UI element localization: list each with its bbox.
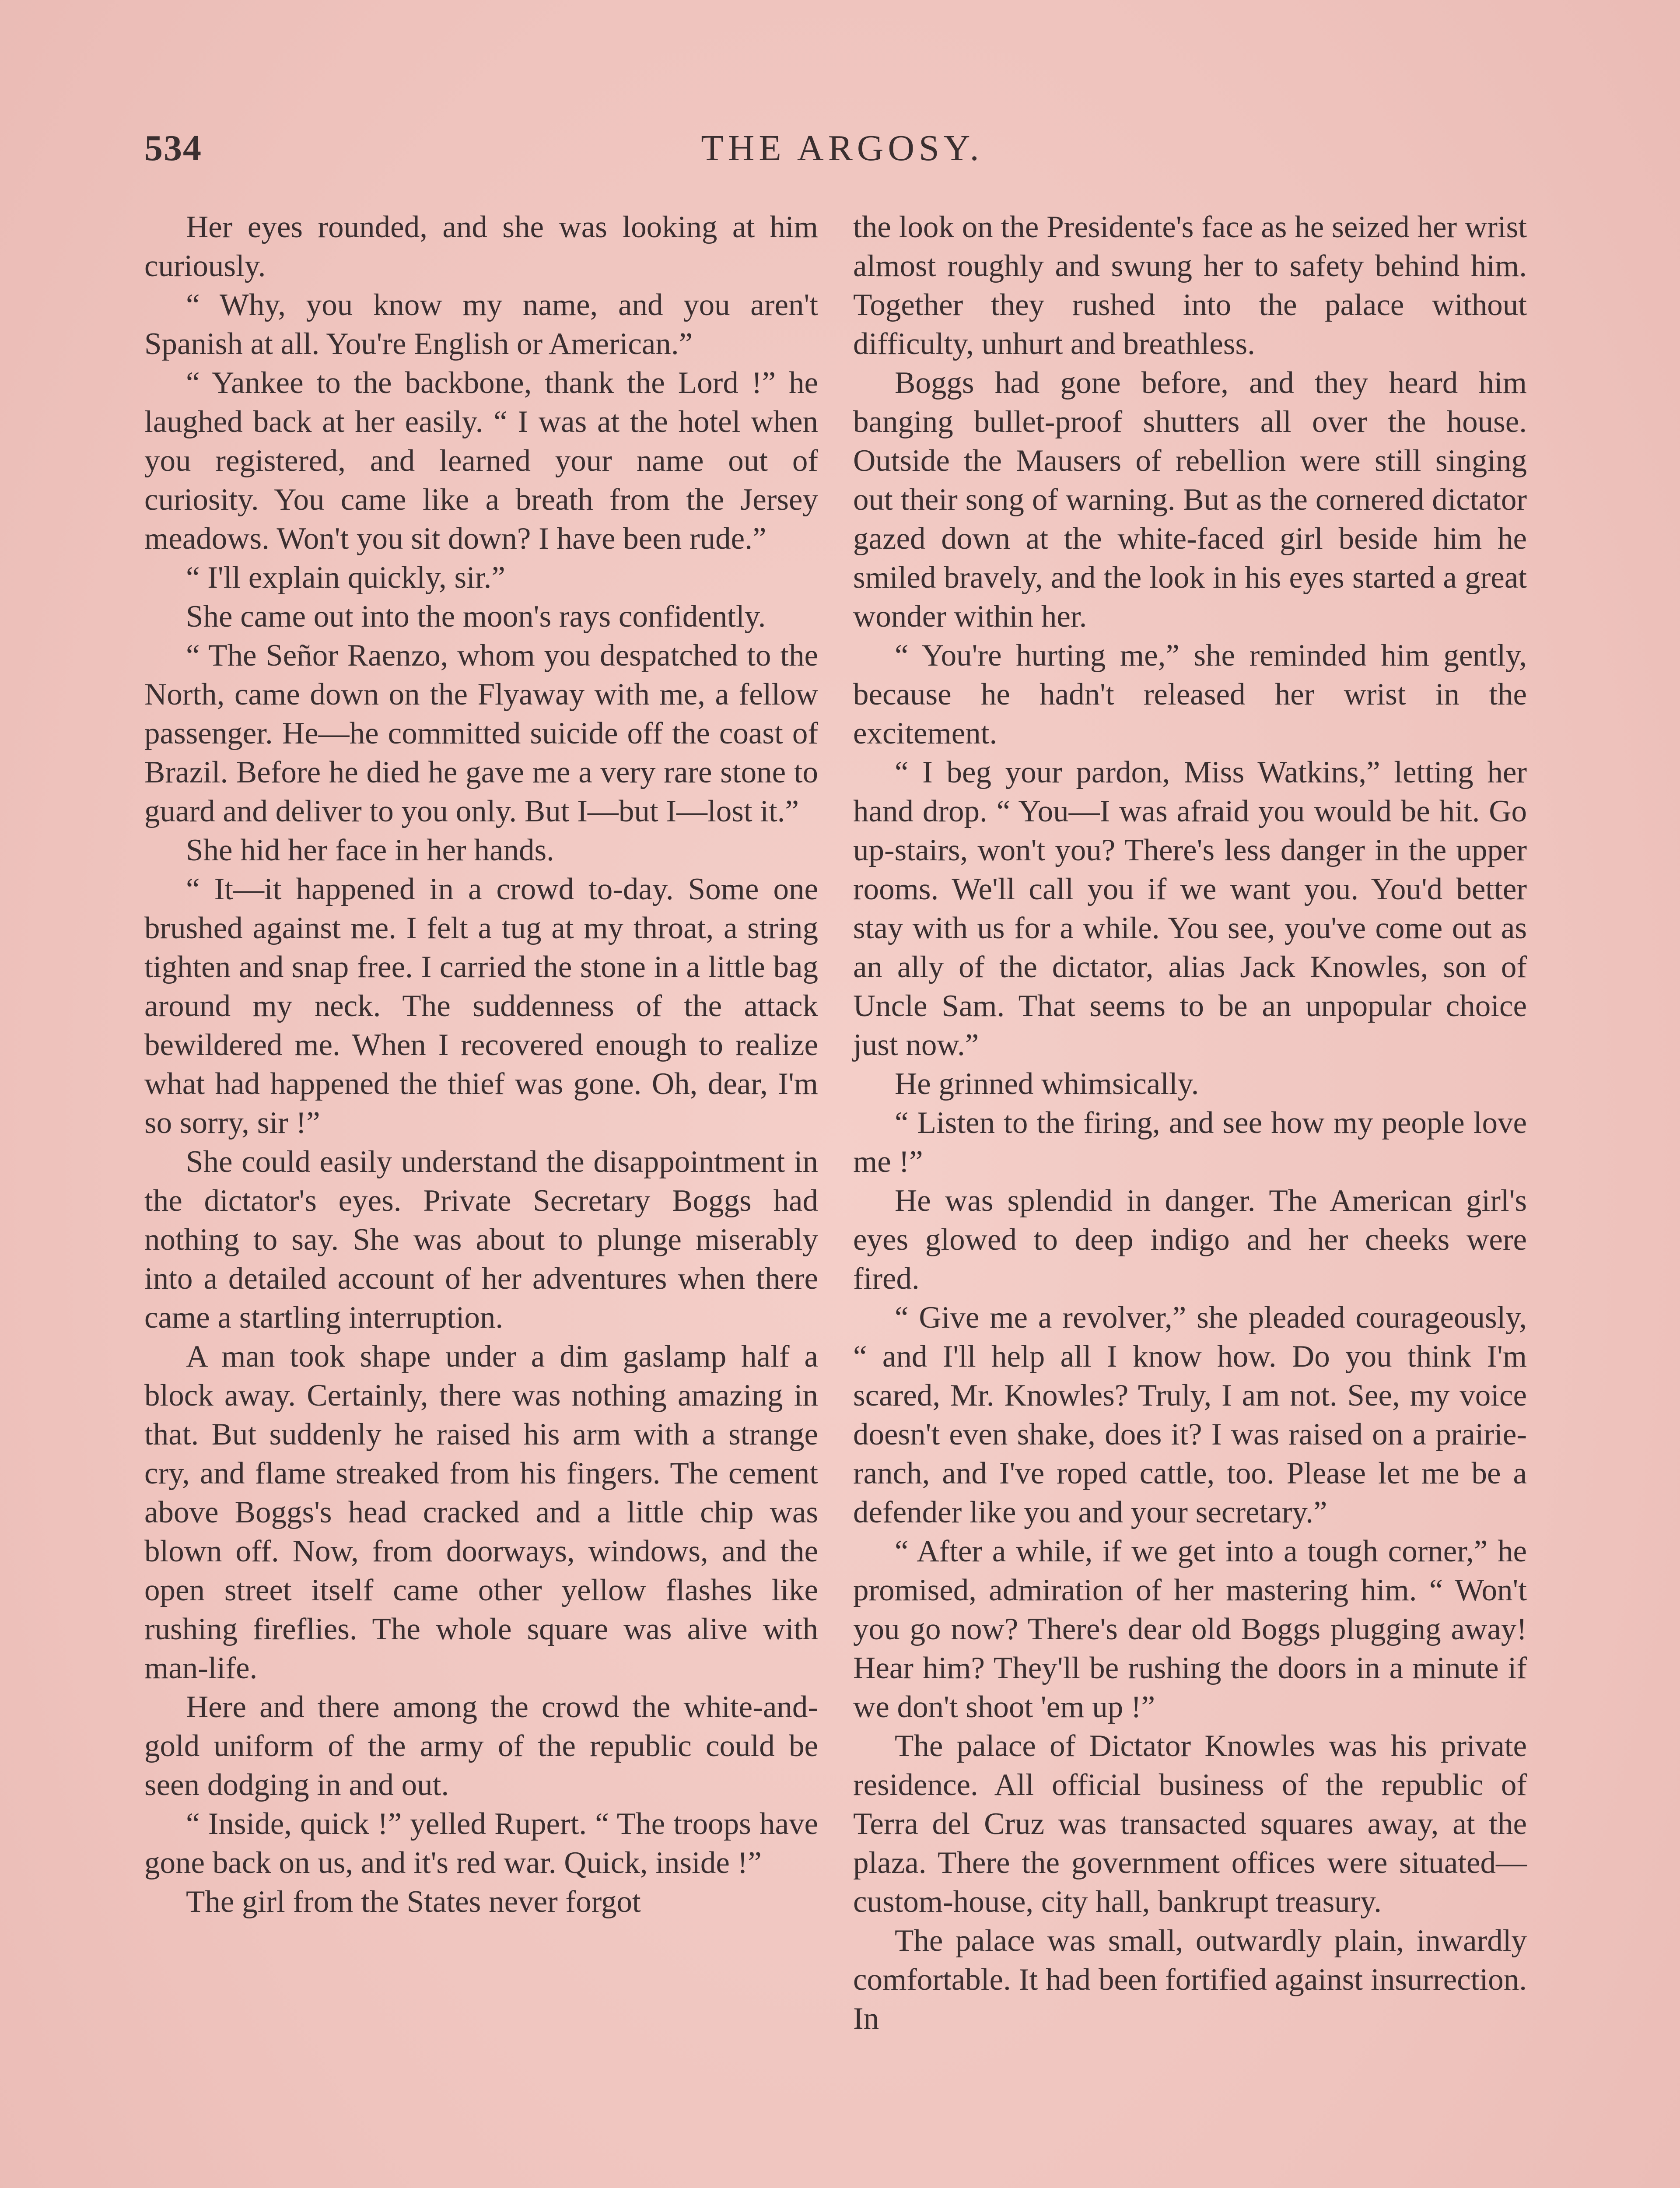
paragraph: “ Yankee to the backbone, thank the Lord !” he laughed back at her easily. “ I was at the hotel when you registered, and learned your name out of curiosity. You came like a breath from the Jersey meadows. Won't you sit down? I have been rude.” bbox=[144, 366, 818, 556]
paragraph: The palace of Dictator Knowles was his private residence. All official business of the republic of Terra del Cruz was transacted squares away, at the plaza. There the government offices were situated—custom-house, city hall, bankrupt treasury. bbox=[853, 1729, 1527, 1919]
page-header bbox=[144, 127, 1540, 179]
running-title: THE ARGOSY. bbox=[701, 128, 984, 168]
paragraph: Here and there among the crowd the white-and-gold uniform of the army of the republic could be seen dodging in and out. bbox=[144, 1690, 818, 1802]
paragraph: The girl from the States never forgot bbox=[186, 1885, 641, 1919]
paragraph: “ Inside, quick !” yelled Rupert. “ The troops have gone back on us, and it's red war. Quick, inside !” bbox=[144, 1807, 818, 1880]
paragraph: “ Give me a revolver,” she pleaded courageously, “ and I'll help all I know how. Do you think I'm scared, Mr. Knowles? Truly, I am not. See, my voice doesn't even shake, does it? I was raised on a prairie-ranch, and I've roped cattle, too. Please let me be a defender like you and your secretary.” bbox=[853, 1301, 1527, 1529]
paragraph: “ The Señor Raenzo, whom you despatched to the North, came down on the Flyaway with me, a fellow passenger. He—he committed suicide off the coast of Brazil. Before he died he gave me a very rare stone to guard and deliver to you only. But I—but I—lost it.” bbox=[144, 638, 818, 828]
paragraph: He was splendid in danger. The American girl's eyes glowed to deep indigo and her cheeks were fired. bbox=[853, 1184, 1527, 1296]
left-column bbox=[144, 208, 818, 1922]
paragraph: The palace was small, outwardly plain, inwardly comfortable. It had been fortified against insurrection. In bbox=[853, 1924, 1527, 2036]
paragraph: “ After a while, if we get into a tough corner,” he promised, admiration of her mastering him. “ Won't you go now? There's dear old Boggs plugging away! Hear him? They'll be rushing the doors in a minute if we don't shoot 'em up !” bbox=[853, 1534, 1527, 1724]
continued-paragraph: the look on the Presidente's face as he seized her wrist almost roughly and swung her to safety behind him. Together they rushed into the palace without difficulty, unhurt and breathless. bbox=[853, 210, 1527, 361]
right-column bbox=[853, 208, 1527, 2038]
paragraph: She came out into the moon's rays confidently. bbox=[186, 600, 766, 634]
paragraph: “ Why, you know my name, and you aren't Spanish at all. You're English or American.” bbox=[144, 288, 818, 361]
paragraph: She could easily understand the disappointment in the dictator's eyes. Private Secretary Boggs had nothing to say. She was about to plunge miserably into a detailed account of her adventures when there came a startling interruption. bbox=[144, 1145, 818, 1335]
page-number: 534 bbox=[144, 128, 202, 168]
paragraph: She hid her face in her hands. bbox=[186, 833, 554, 867]
paragraph: He grinned whimsically. bbox=[895, 1067, 1199, 1101]
paragraph: “ I beg your pardon, Miss Watkins,” letting her hand drop. “ You—I was afraid you would be hit. Go up-stairs, won't you? There's less danger in the upper rooms. We'll call you if we want you. You'd better stay with us for a while. You see, you've come out as an ally of the dictator, alias Jack Knowles, son of Uncle Sam. That seems to be an unpopular choice just now.” bbox=[853, 755, 1527, 1062]
paragraph: “ It—it happened in a crowd to-day. Some one brushed against me. I felt a tug at my throat, a string tighten and snap free. I carried the stone in a little bag around my neck. The suddenness of the attack bewildered me. When I recovered enough to realize what had happened the thief was gone. Oh, dear, I'm so sorry, sir !” bbox=[144, 872, 818, 1140]
paragraph: “ I'll explain quickly, sir.” bbox=[186, 561, 505, 595]
paragraph: Her eyes rounded, and she was looking at him curiously. bbox=[144, 210, 818, 283]
paragraph: “ You're hurting me,” she reminded him gently, because he hadn't released her wrist in the excitement. bbox=[853, 638, 1527, 750]
paragraph: “ Listen to the firing, and see how my people love me !” bbox=[853, 1106, 1527, 1179]
paragraph: A man took shape under a dim gaslamp half a block away. Certainly, there was nothing amazing in that. But suddenly he raised his arm with a strange cry, and flame streaked from his fingers. The cement above Boggs's head cracked and a little chip was blown off. Now, from doorways, windows, and the open street itself came other yellow flashes like rushing fireflies. The whole square was alive with man-life. bbox=[144, 1339, 818, 1685]
paragraph: Boggs had gone before, and they heard him banging bullet-proof shutters all over the house. Outside the Mausers of rebellion were still singing out their song of warning. But as the cornered dictator gazed down at the white-faced girl beside him he smiled bravely, and the look in his eyes started a great wonder within her. bbox=[853, 366, 1527, 634]
